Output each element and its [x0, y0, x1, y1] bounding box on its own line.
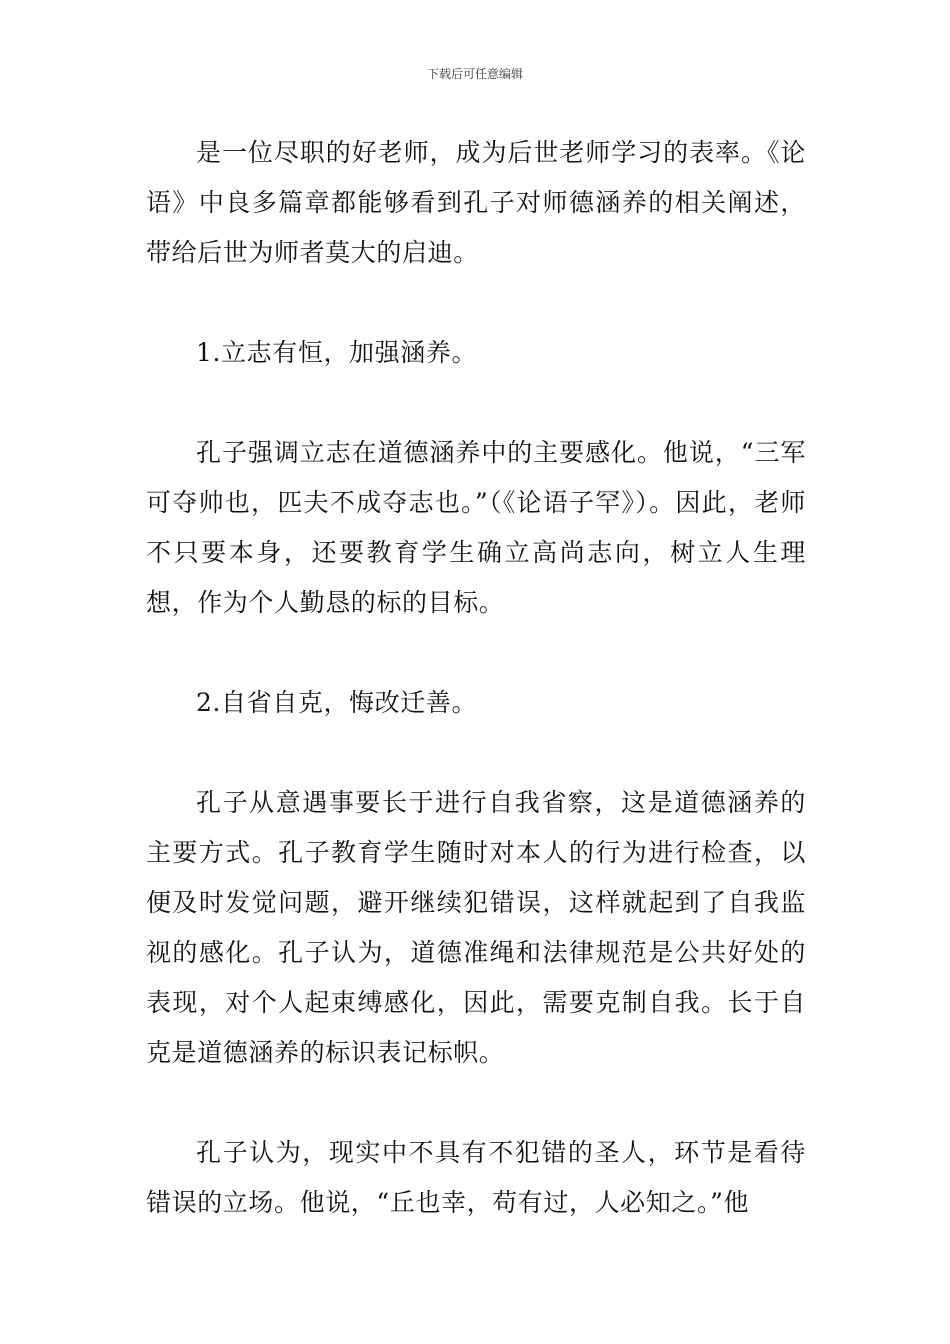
paragraph-ambition: 孔子强调立志在道德涵养中的主要感化。他说，“三军可夺帅也，匹夫不成夺志也。”（《论语子罕》）。因此，老师不只要本身，还要教育学生确立高尚志向，树立人生理想，作为个人勤恳的标的目标。	[146, 438, 806, 617]
paragraph-gap	[146, 728, 806, 778]
document-body	[146, 128, 806, 1228]
page-header: 下载后可任意编辑	[426, 67, 523, 81]
paragraph-self-reflection: 孔子从意遇事要长于进行自我省察，这是道德涵养的主要方式。孔子教育学生随时对本人的行为进行检查，以便及时发觉问题，避开继续犯错误，这样就起到了自我监视的感化。孔子认为，道德准绳和法律规范是公共好处的表现，对个人起束缚感化，因此，需要克制自我。长于自克是道德涵养的标识表记标帜。	[146, 788, 806, 1067]
paragraph-intro: 是一位尽职的好老师，成为后世老师学习的表率。《论语》中良多篇章都能够看到孔子对师德涵养的相关阐述，带给后世为师者莫大的启迪。	[146, 138, 806, 267]
paragraph-gap	[146, 278, 806, 328]
paragraph-gap	[146, 1078, 806, 1128]
paragraph-gap	[146, 628, 806, 678]
paragraph-mistakes: 孔子认为，现实中不具有不犯错的圣人，环节是看待错误的立场。他说，“丘也幸，苟有过，人必知之。”他	[146, 1138, 806, 1217]
section-heading-2: 2.自省自克，悔改迁善。	[196, 688, 478, 717]
paragraph-gap	[146, 378, 806, 428]
section-heading-1: 1.立志有恒，加强涵养。	[196, 338, 478, 367]
